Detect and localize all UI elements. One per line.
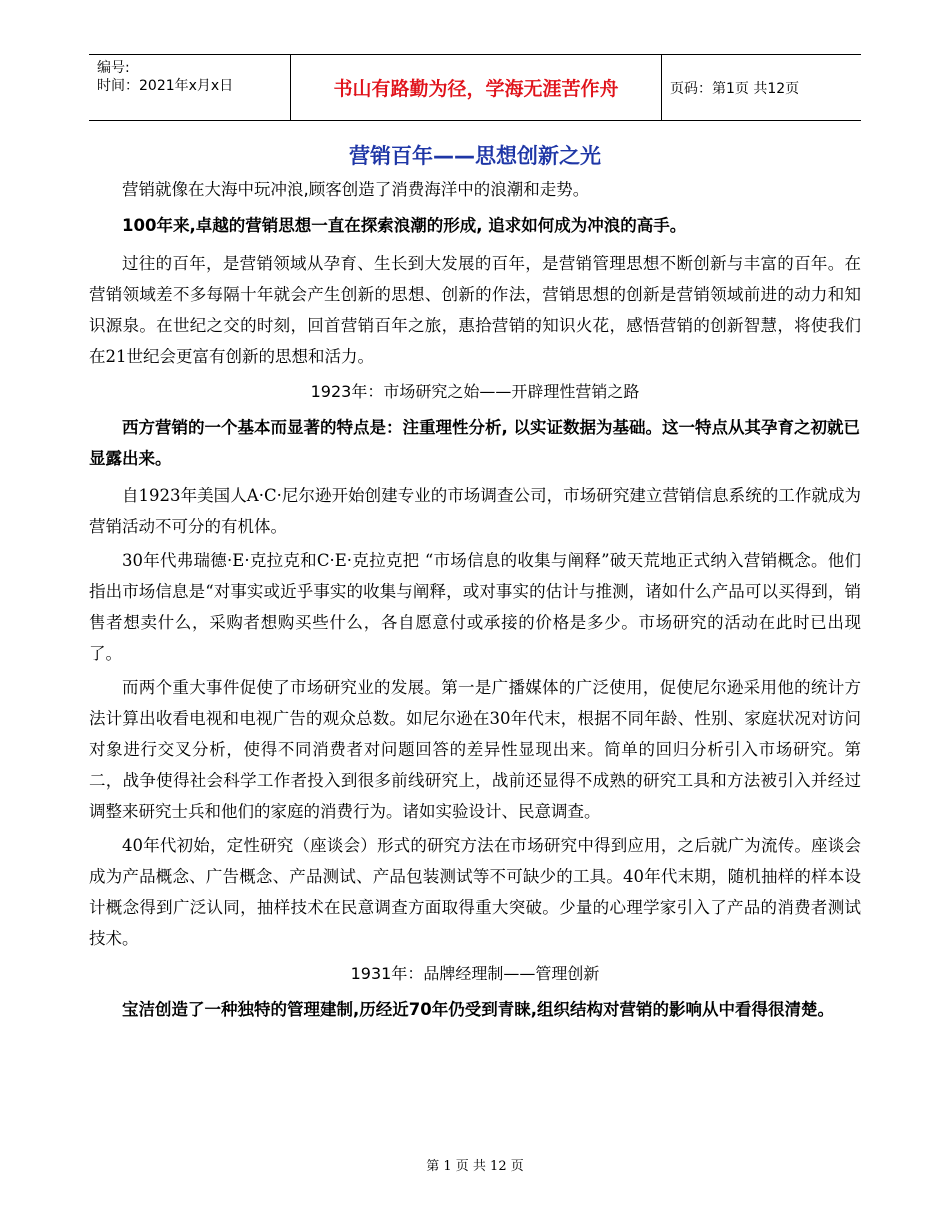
section-heading-1931: 1931年：品牌经理制——管理创新 (350, 964, 600, 983)
page-footer: 第 1 页 共 12 页 (426, 1159, 524, 1174)
section1-paragraph-2: 30年代弗瑞德·E·克拉克和C·E·克拉克把 “市场信息的收集与阐释”破天荒地正式纳入营销概念。他们指出市场信息是“对事实或近乎事实的收集与阐释，或对事实的估计与推测，诸如什么产品可以买得到，销售者想卖什么，采购者想购买些什么，各自愿意付或承接的价格是多少。市场研究的活动在此时已出现了。 (89, 551, 861, 663)
section1-bold-paragraph: 西方营销的一个基本而显著的特点是：注重理性分析, 以实证数据为基础。这一特点从其孕育之初就已显露出来。 (89, 418, 861, 468)
number-label: 编号: (97, 60, 130, 76)
header-meta (89, 55, 291, 121)
intro-paragraph: 过往的百年，是营销领域从孕育、生长到大发展的百年，是营销管理思想不断创新与丰富的百年。在营销领域差不多每隔十年就会产生创新的思想、创新的作法，营销思想的创新是营销领域前进的动力和知识源泉。在世纪之交的时刻，回首营销百年之旅，惠拾营销的知识火花，感悟营销的创新智慧，将使我们在21世纪会更富有创新的思想和活力。 (89, 254, 861, 366)
lead-paragraph-1: 营销就像在大海中玩冲浪,顾客创造了消费海洋中的浪潮和走势。 (122, 180, 590, 199)
document-body (89, 140, 861, 1031)
document-header (89, 54, 861, 121)
header-motto: 书山有路勤为径，学海无涯苦作舟 (291, 55, 662, 121)
section1-paragraph-3: 而两个重大事件促使了市场研究业的发展。第一是广播媒体的广泛使用，促使尼尔逊采用他的统计方法计算出收看电视和电视广告的观众总数。如尼尔逊在30年代末，根据不同年龄、性别、家庭状况对访问对象进行交叉分析，使得不同消费者对问题回答的差异性显现出来。简单的回归分析引入市场研究。第二，战争使得社会科学工作者投入到很多前线研究上，战前还显得不成熟的研究工具和方法被引入并经过调整来研究士兵和他们的家庭的消费行为。诸如实验设计、民意调查。 (89, 678, 861, 821)
page-title: 营销百年——思想创新之光 (349, 144, 601, 168)
section-heading-1923: 1923年：市场研究之始——开辟理性营销之路 (310, 382, 640, 401)
time-label: 时间：2021年x月x日 (97, 78, 234, 94)
section1-paragraph-4: 40年代初始，定性研究（座谈会）形式的研究方法在市场研究中得到应用，之后就广为流传。座谈会成为产品概念、广告概念、产品测试、产品包装测试等不可缺少的工具。40年代末期，随机抽样的样本设计概念得到广泛认同，抽样技术在民意调查方面取得重大突破。少量的心理学家引入了产品的消费者测试技术。 (89, 836, 861, 948)
lead-paragraph-2: 100年来,卓越的营销思想一直在探索浪潮的形成, 追求如何成为冲浪的高手。 (122, 216, 687, 235)
section2-bold-paragraph: 宝洁创造了一种独特的管理建制,历经近70年仍受到青睐,组织结构对营销的影响从中看得很清楚。 (122, 1000, 834, 1019)
section1-paragraph-1: 自1923年美国人A·C·尼尔逊开始创建专业的市场调查公司，市场研究建立营销信息系统的工作就成为营销活动不可分的有机体。 (89, 486, 861, 536)
header-page-info: 页码：第1页 共12页 (670, 80, 800, 97)
